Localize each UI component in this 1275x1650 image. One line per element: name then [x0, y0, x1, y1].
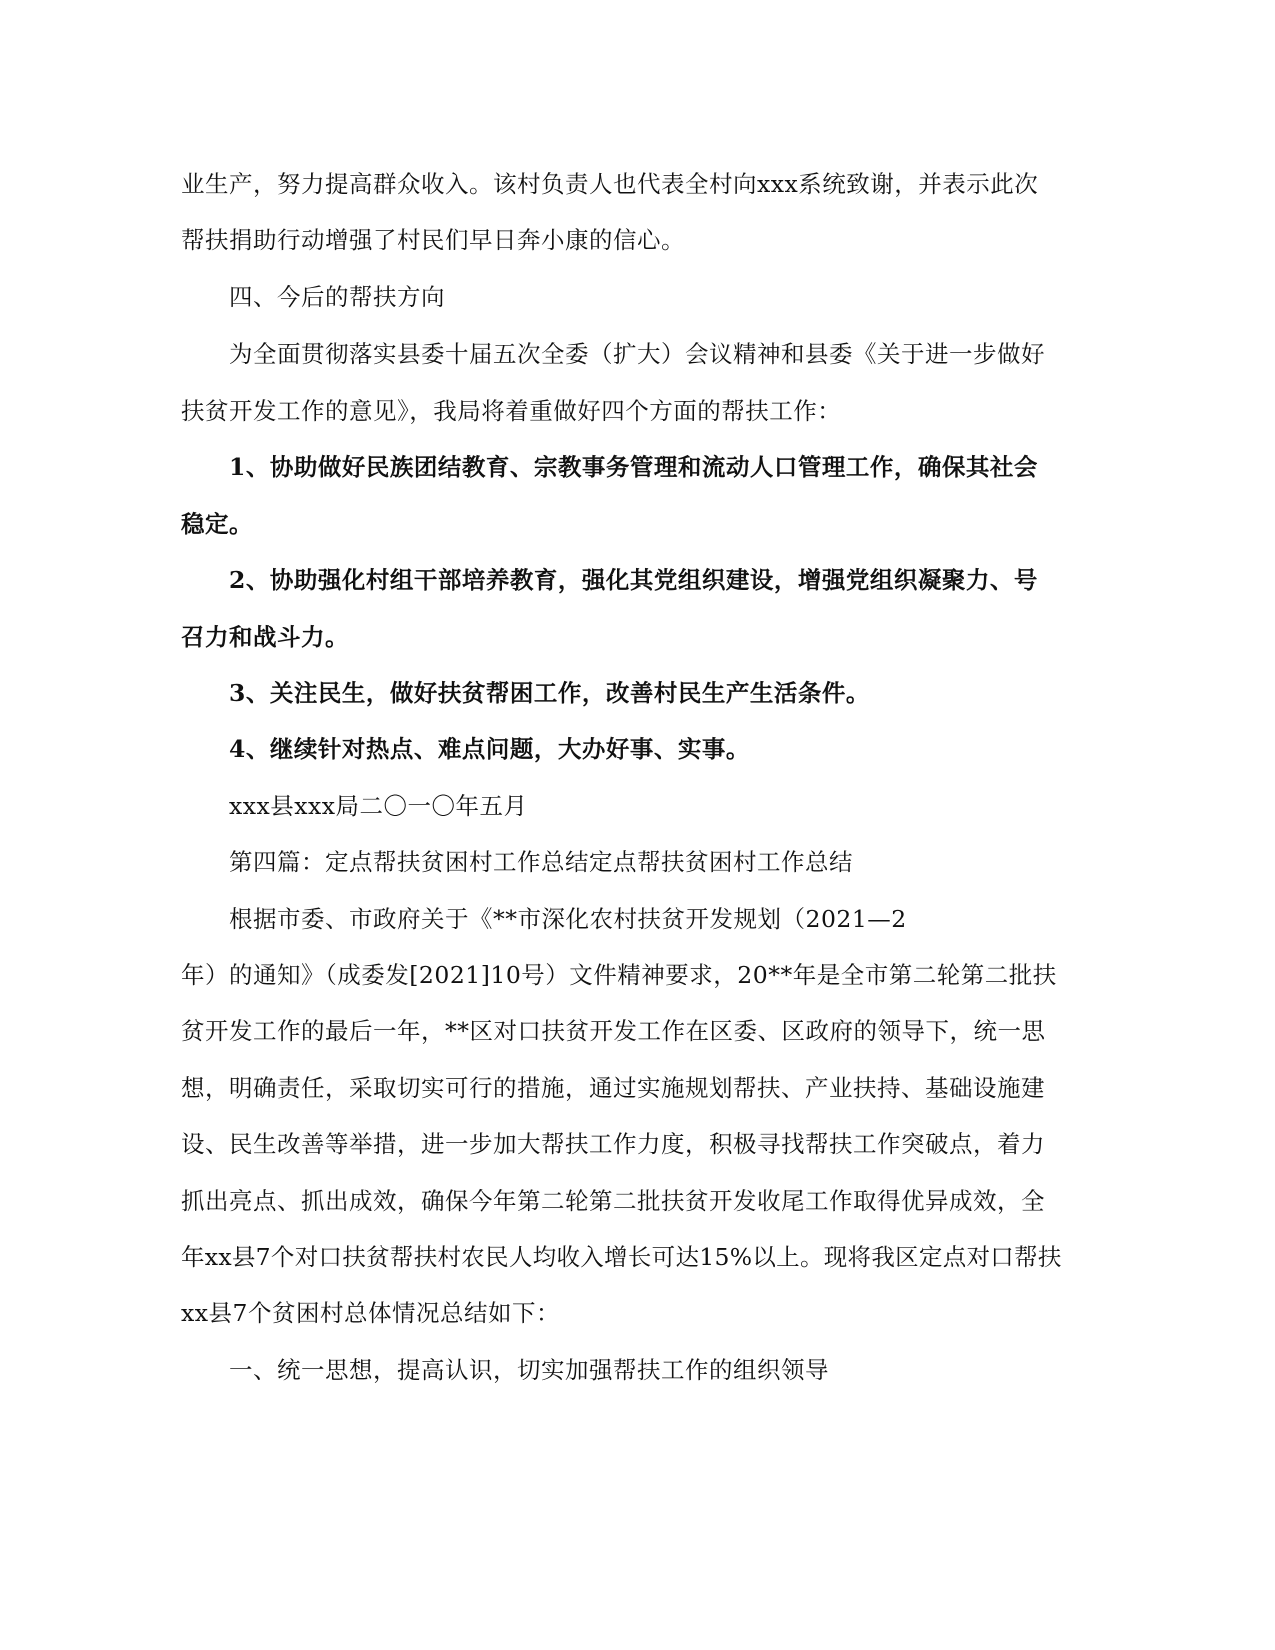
- paragraph-line: 业生产，努力提高群众收入。该村负责人也代表全村向xxx系统致谢，并表示此次: [181, 170, 1039, 198]
- paragraph-line: 年xx县7个对口扶贫帮扶村农民人均收入增长可达15%以上。现将我区定点对口帮扶: [181, 1243, 1062, 1271]
- paragraph-line: 贫开发工作的最后一年，**区对口扶贫开发工作在区委、区政府的领导下，统一思: [181, 1017, 1046, 1045]
- chapter-title: 第四篇：定点帮扶贫困村工作总结定点帮扶贫困村工作总结: [229, 848, 853, 876]
- section-heading: 一、统一思想，提高认识，切实加强帮扶工作的组织领导: [229, 1356, 829, 1384]
- paragraph-line: 扶贫开发工作的意见》，我局将着重做好四个方面的帮扶工作：: [181, 397, 842, 425]
- paragraph-line: 年）的通知》（成委发[2021]10号）文件精神要求，20**年是全市第二轮第二批扶: [181, 961, 1057, 989]
- list-item-4: 4、继续针对热点、难点问题，大办好事、实事。: [229, 735, 750, 763]
- list-item-1-cont: 稳定。: [181, 510, 253, 538]
- paragraph-line: 抓出亮点、抓出成效，确保今年第二轮第二批扶贫开发收尾工作取得优异成效，全: [181, 1187, 1045, 1215]
- list-item-2-cont: 召力和战斗力。: [181, 623, 349, 651]
- paragraph-line: 根据市委、市政府关于《**市深化农村扶贫开发规划（2021—2: [229, 905, 907, 933]
- paragraph-line: xx县7个贫困村总体情况总结如下：: [181, 1299, 560, 1327]
- signature-date: xxx县xxx局二〇一〇年五月: [229, 792, 528, 820]
- section-heading: 四、今后的帮扶方向: [229, 283, 445, 311]
- paragraph-line: 想，明确责任，采取切实可行的措施，通过实施规划帮扶、产业扶持、基础设施建: [181, 1074, 1045, 1102]
- list-item-2: 2、协助强化村组干部培养教育，强化其党组织建设，增强党组织凝聚力、号: [229, 566, 1038, 594]
- paragraph-line: 设、民生改善等举措，进一步加大帮扶工作力度，积极寻找帮扶工作突破点，着力: [181, 1130, 1045, 1158]
- paragraph-line: 为全面贯彻落实县委十届五次全委（扩大）会议精神和县委《关于进一步做好: [229, 340, 1045, 368]
- list-item-1: 1、协助做好民族团结教育、宗教事务管理和流动人口管理工作，确保其社会: [229, 453, 1038, 481]
- list-item-3: 3、关注民生，做好扶贫帮困工作，改善村民生产生活条件。: [229, 679, 870, 707]
- paragraph-line: 帮扶捐助行动增强了村民们早日奔小康的信心。: [181, 226, 685, 254]
